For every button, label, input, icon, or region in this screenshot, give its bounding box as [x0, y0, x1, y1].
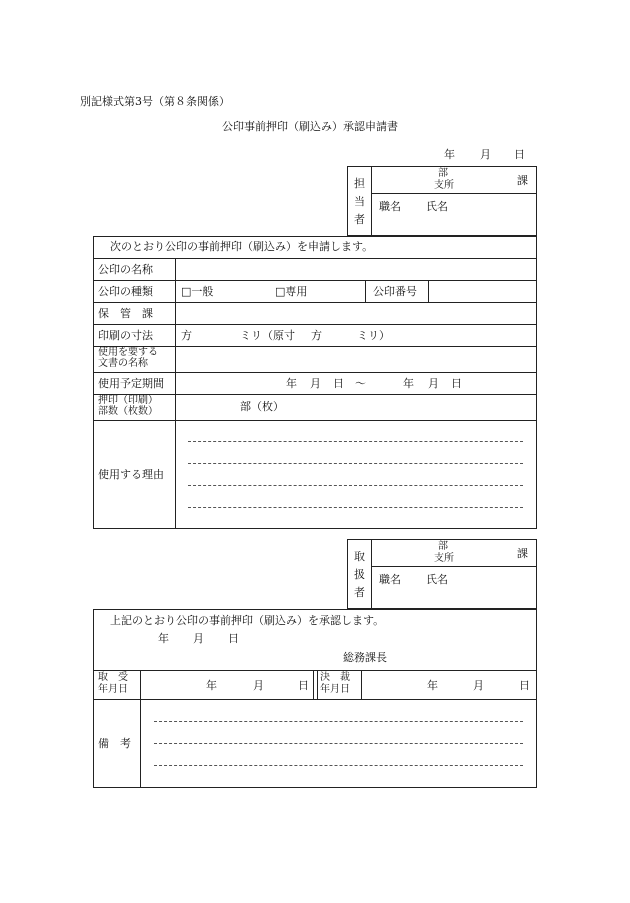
date-year: 年	[444, 148, 455, 161]
application-intro: 次のとおり公印の事前押印（刷込み）を申請します。	[110, 240, 374, 253]
print-size-label: 印刷の寸法	[98, 329, 153, 342]
seal-type-exclusive-checkbox[interactable]: □専用	[275, 285, 308, 298]
copies-value: 部（枚）	[240, 400, 284, 413]
remarks-line[interactable]	[154, 765, 523, 766]
period-day-2: 日	[451, 377, 462, 390]
handler-branch: 支所	[434, 553, 454, 564]
doc-name-label-1: 使用を要する	[98, 347, 158, 358]
decision-year: 年	[427, 679, 438, 692]
staff-name: 氏名	[426, 200, 448, 213]
form-reference: 別記様式第3号（第８条関係）	[80, 95, 230, 108]
size-square: 方	[181, 329, 192, 342]
seal-type-general-checkbox[interactable]: □一般	[181, 285, 214, 298]
size-square-2: 方	[311, 329, 322, 342]
size-mm-2: ミリ）	[357, 329, 390, 342]
approver-title: 総務課長	[343, 651, 387, 664]
staff-dept: 部	[438, 168, 448, 179]
handler-section: 課	[517, 547, 528, 560]
period-day-1: 日	[333, 377, 344, 390]
handler-side-3: 者	[354, 586, 365, 599]
decision-label-2: 年月日	[320, 684, 350, 695]
period-label: 使用予定期間	[98, 377, 164, 390]
size-mm: ミリ（原寸	[240, 329, 295, 342]
reason-line[interactable]	[188, 441, 523, 442]
custody-section-label: 保 管 課	[98, 307, 153, 320]
date-day: 日	[514, 148, 525, 161]
receipt-label-2: 年月日	[98, 684, 128, 695]
reason-line[interactable]	[188, 485, 523, 486]
copies-label-1: 押印（印刷）	[98, 395, 158, 406]
handler-side-1: 取	[354, 550, 365, 563]
receipt-day: 日	[298, 679, 309, 692]
staff-section: 課	[517, 174, 528, 187]
approval-month: 月	[193, 632, 204, 645]
doc-name-label-2: 文書の名称	[98, 358, 148, 369]
receipt-year: 年	[206, 679, 217, 692]
approval-year: 年	[158, 632, 169, 645]
decision-day: 日	[519, 679, 530, 692]
reason-line[interactable]	[188, 463, 523, 464]
approval-statement: 上記のとおり公印の事前押印（刷込み）を承認します。	[110, 614, 385, 627]
remarks-label: 備 考	[98, 737, 131, 750]
handler-job-title: 職名	[379, 573, 401, 586]
staff-branch: 支所	[434, 180, 454, 191]
remarks-line[interactable]	[154, 721, 523, 722]
staff-job-title: 職名	[379, 200, 401, 213]
receipt-month: 月	[253, 679, 264, 692]
staff-side-1: 担	[354, 177, 365, 190]
period-tilde: ～	[355, 377, 366, 390]
handler-side-2: 扱	[354, 568, 365, 581]
staff-side-3: 者	[354, 213, 365, 226]
period-month-2: 月	[428, 377, 439, 390]
seal-number-label: 公印番号	[373, 285, 417, 298]
handler-name: 氏名	[426, 573, 448, 586]
receipt-label-1: 取 受	[98, 672, 128, 683]
staff-side-2: 当	[354, 195, 365, 208]
remarks-line[interactable]	[154, 743, 523, 744]
reason-line[interactable]	[188, 507, 523, 508]
period-year-1: 年	[286, 377, 297, 390]
seal-type-label: 公印の種類	[98, 285, 153, 298]
decision-label-1: 決 裁	[320, 672, 350, 683]
period-year-2: 年	[403, 377, 414, 390]
seal-name-label: 公印の名称	[98, 263, 153, 276]
date-month: 月	[480, 148, 491, 161]
decision-month: 月	[473, 679, 484, 692]
copies-label-2: 部数（枚数）	[98, 406, 158, 417]
approval-day: 日	[228, 632, 239, 645]
form-title: 公印事前押印（刷込み）承認申請書	[222, 120, 398, 133]
period-month-1: 月	[310, 377, 321, 390]
handler-dept: 部	[438, 541, 448, 552]
reason-label: 使用する理由	[98, 468, 164, 481]
